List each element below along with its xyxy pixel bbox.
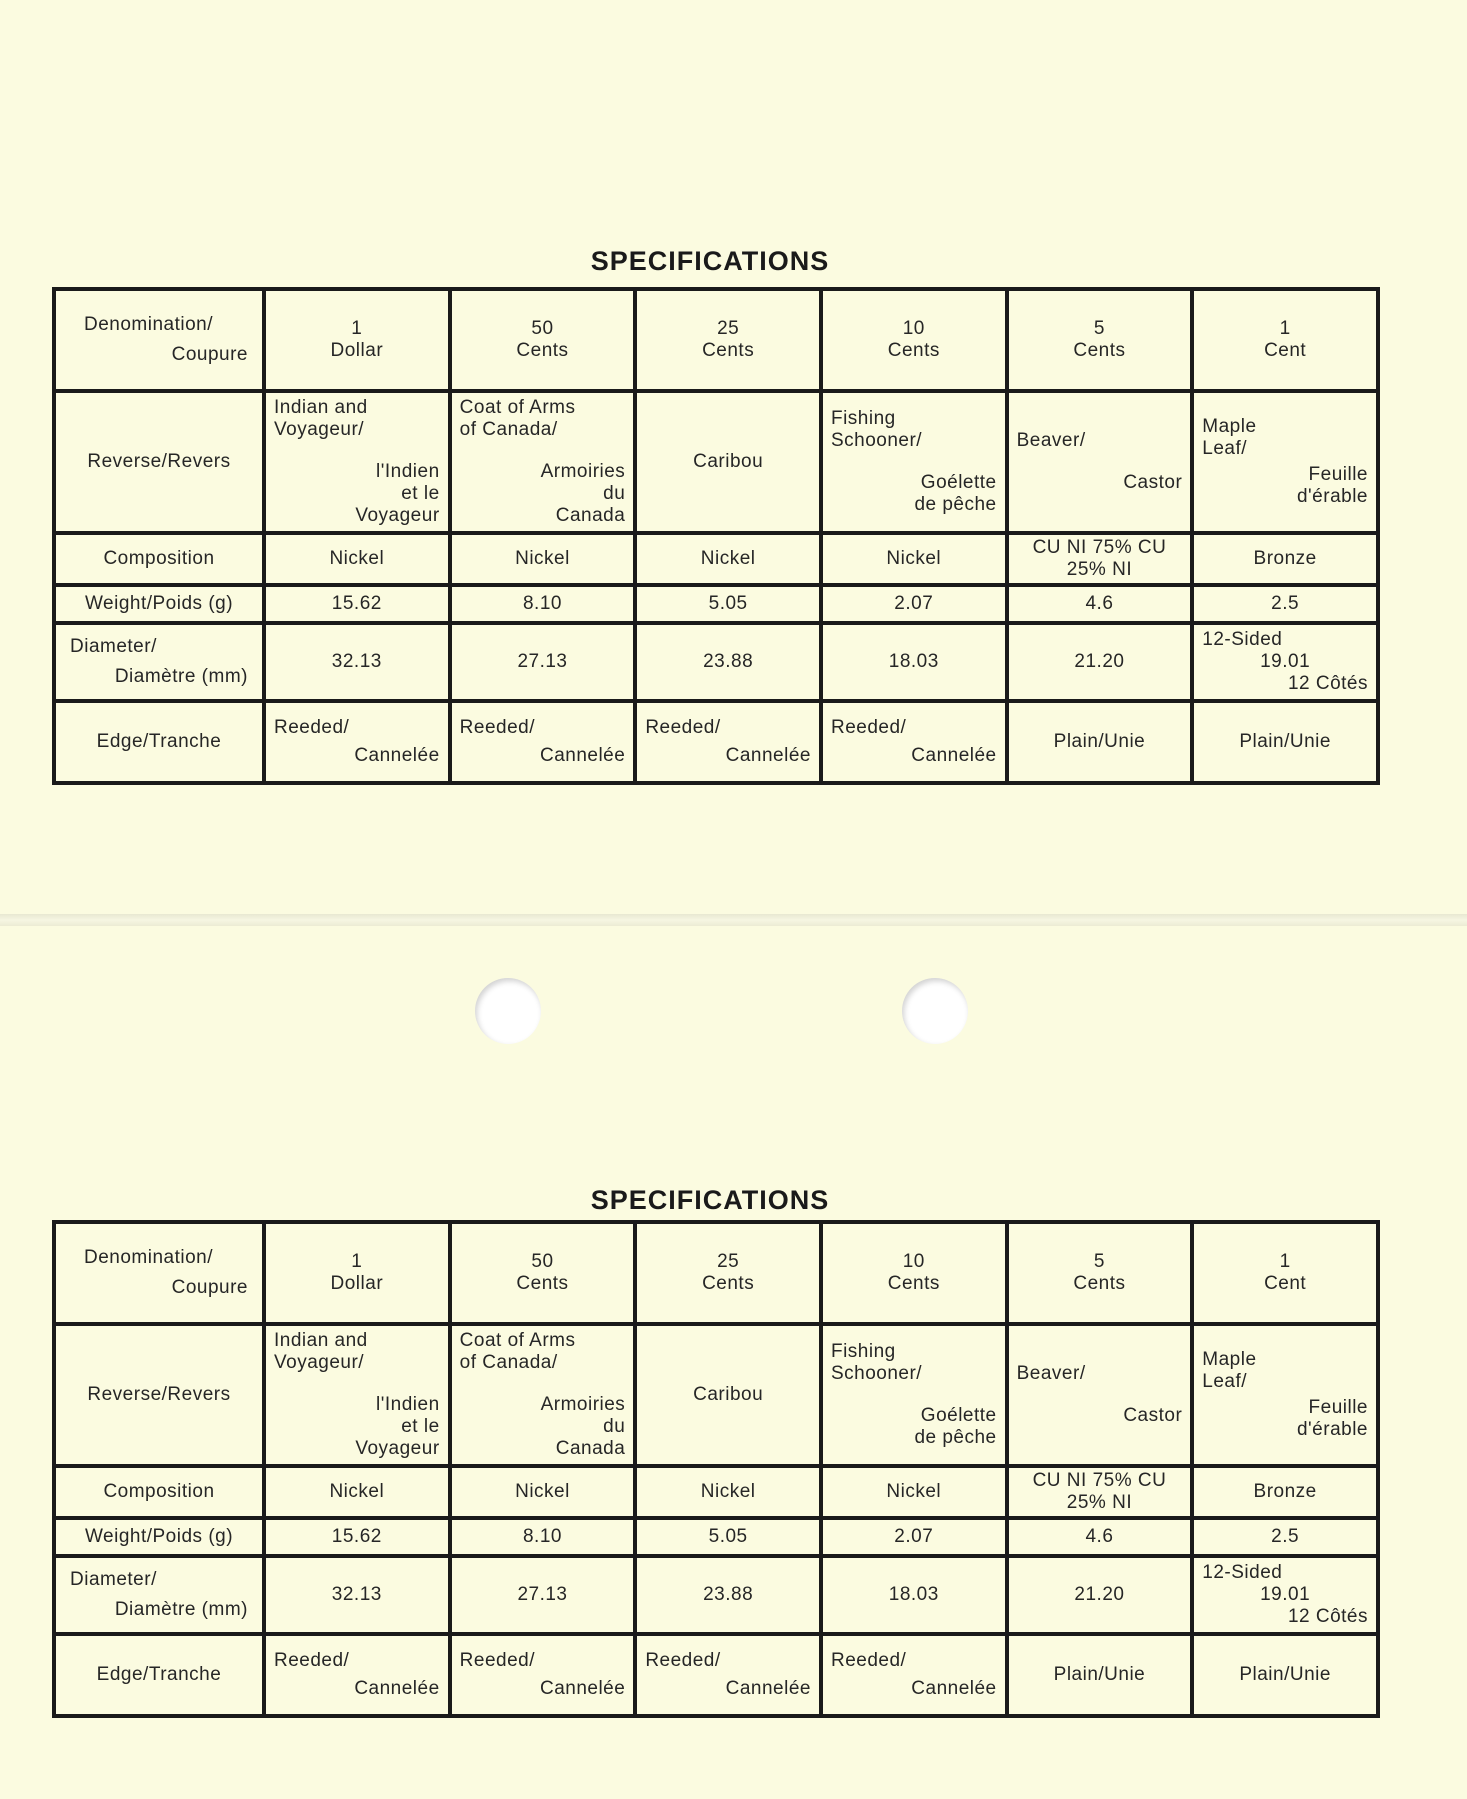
weight-10-cents: 2.07	[821, 585, 1007, 623]
edge-10-cents: Reeded/ Cannelée	[821, 1634, 1007, 1716]
edge-10-cents: Reeded/ Cannelée	[821, 701, 1007, 783]
composition-row	[54, 1466, 1378, 1518]
weight-1-dollar: 15.62	[264, 1518, 450, 1556]
denomination-10-cents: 10 Cents	[821, 289, 1007, 391]
composition-25-cents: Nickel	[635, 1466, 821, 1518]
diameter-5-cents: 21.20	[1007, 623, 1193, 701]
edge-5-cents: Plain/Unie	[1007, 1634, 1193, 1716]
reverse-25-cents: Caribou	[635, 1324, 821, 1466]
denomination-25-cents: 25 Cents	[635, 1222, 821, 1324]
edge-25-cents: Reeded/ Cannelée	[635, 701, 821, 783]
denomination-1-cent: 1 Cent	[1192, 1222, 1378, 1324]
composition-1-cent: Bronze	[1192, 1466, 1378, 1518]
edge-1-cent: Plain/Unie	[1192, 701, 1378, 783]
reverse-50-cents: Coat of Arms of Canada/ Armoiries du Canada	[450, 391, 636, 533]
denomination-label: Denomination/ Coupure	[54, 1222, 264, 1324]
weight-50-cents: 8.10	[450, 1518, 636, 1556]
punch-hole-left	[475, 978, 541, 1044]
edge-50-cents: Reeded/ Cannelée	[450, 1634, 636, 1716]
denomination-1-dollar: 1 Dollar	[264, 289, 450, 391]
denomination-label: Denomination/ Coupure	[54, 289, 264, 391]
denomination-50-cents: 50 Cents	[450, 289, 636, 391]
specifications-table-bottom	[52, 1220, 1380, 1718]
weight-label: Weight/Poids (g)	[54, 585, 264, 623]
edge-1-dollar: Reeded/ Cannelée	[264, 1634, 450, 1716]
edge-1-dollar: Reeded/ Cannelée	[264, 701, 450, 783]
edge-label: Edge/Tranche	[54, 701, 264, 783]
denomination-5-cents: 5 Cents	[1007, 1222, 1193, 1324]
denomination-1-cent: 1 Cent	[1192, 289, 1378, 391]
reverse-25-cents: Caribou	[635, 391, 821, 533]
reverse-row	[54, 391, 1378, 533]
diameter-10-cents: 18.03	[821, 623, 1007, 701]
composition-label: Composition	[54, 533, 264, 585]
edge-50-cents: Reeded/ Cannelée	[450, 701, 636, 783]
weight-25-cents: 5.05	[635, 585, 821, 623]
reverse-1-dollar: Indian and Voyageur/ l'Indien et le Voyageur	[264, 1324, 450, 1466]
diameter-1-cent: 12-Sided 19.01 12 Côtés	[1192, 623, 1378, 701]
denomination-5-cents: 5 Cents	[1007, 289, 1193, 391]
denomination-10-cents: 10 Cents	[821, 1222, 1007, 1324]
diameter-1-cent: 12-Sided 19.01 12 Côtés	[1192, 1556, 1378, 1634]
weight-label: Weight/Poids (g)	[54, 1518, 264, 1556]
denomination-row	[54, 289, 1378, 391]
weight-10-cents: 2.07	[821, 1518, 1007, 1556]
reverse-5-cents: Beaver/ Castor	[1007, 1324, 1193, 1466]
weight-5-cents: 4.6	[1007, 585, 1193, 623]
composition-5-cents: CU NI 75% CU 25% NI	[1007, 1466, 1193, 1518]
reverse-5-cents: Beaver/ Castor	[1007, 391, 1193, 533]
diameter-row	[54, 1556, 1378, 1634]
diameter-1-dollar: 32.13	[264, 623, 450, 701]
composition-25-cents: Nickel	[635, 533, 821, 585]
reverse-label: Reverse/Revers	[54, 391, 264, 533]
reverse-1-dollar: Indian and Voyageur/ l'Indien et le Voyageur	[264, 391, 450, 533]
edge-label: Edge/Tranche	[54, 1634, 264, 1716]
denomination-row	[54, 1222, 1378, 1324]
composition-50-cents: Nickel	[450, 1466, 636, 1518]
specifications-table-top	[52, 287, 1380, 785]
denomination-25-cents: 25 Cents	[635, 289, 821, 391]
composition-1-cent: Bronze	[1192, 533, 1378, 585]
reverse-1-cent: Maple Leaf/ Feuille d'érable	[1192, 391, 1378, 533]
reverse-1-cent: Maple Leaf/ Feuille d'érable	[1192, 1324, 1378, 1466]
reverse-label: Reverse/Revers	[54, 1324, 264, 1466]
composition-10-cents: Nickel	[821, 1466, 1007, 1518]
punch-hole-right	[902, 978, 968, 1044]
diameter-label: Diameter/ Diamètre (mm)	[54, 1556, 264, 1634]
diameter-1-dollar: 32.13	[264, 1556, 450, 1634]
denomination-1-dollar: 1 Dollar	[264, 1222, 450, 1324]
spec-title-top: SPECIFICATIONS	[590, 246, 830, 276]
diameter-10-cents: 18.03	[821, 1556, 1007, 1634]
reverse-50-cents: Coat of Arms of Canada/ Armoiries du Canada	[450, 1324, 636, 1466]
reverse-row	[54, 1324, 1378, 1466]
diameter-5-cents: 21.20	[1007, 1556, 1193, 1634]
composition-row	[54, 533, 1378, 585]
weight-1-cent: 2.5	[1192, 585, 1378, 623]
diameter-label: Diameter/ Diamètre (mm)	[54, 623, 264, 701]
composition-1-dollar: Nickel	[264, 1466, 450, 1518]
diameter-25-cents: 23.88	[635, 1556, 821, 1634]
weight-25-cents: 5.05	[635, 1518, 821, 1556]
composition-5-cents: CU NI 75% CU 25% NI	[1007, 533, 1193, 585]
weight-row	[54, 585, 1378, 623]
diameter-50-cents: 27.13	[450, 623, 636, 701]
weight-row	[54, 1518, 1378, 1556]
edge-25-cents: Reeded/ Cannelée	[635, 1634, 821, 1716]
edge-row	[54, 1634, 1378, 1716]
composition-50-cents: Nickel	[450, 533, 636, 585]
card-seam	[0, 914, 1467, 926]
weight-50-cents: 8.10	[450, 585, 636, 623]
denomination-50-cents: 50 Cents	[450, 1222, 636, 1324]
weight-5-cents: 4.6	[1007, 1518, 1193, 1556]
composition-1-dollar: Nickel	[264, 533, 450, 585]
weight-1-cent: 2.5	[1192, 1518, 1378, 1556]
composition-label: Composition	[54, 1466, 264, 1518]
diameter-row	[54, 623, 1378, 701]
edge-5-cents: Plain/Unie	[1007, 701, 1193, 783]
diameter-25-cents: 23.88	[635, 623, 821, 701]
weight-1-dollar: 15.62	[264, 585, 450, 623]
reverse-10-cents: Fishing Schooner/ Goélette de pêche	[821, 391, 1007, 533]
edge-1-cent: Plain/Unie	[1192, 1634, 1378, 1716]
diameter-50-cents: 27.13	[450, 1556, 636, 1634]
reverse-10-cents: Fishing Schooner/ Goélette de pêche	[821, 1324, 1007, 1466]
spec-title-bottom: SPECIFICATIONS	[590, 1185, 830, 1215]
edge-row	[54, 701, 1378, 783]
composition-10-cents: Nickel	[821, 533, 1007, 585]
